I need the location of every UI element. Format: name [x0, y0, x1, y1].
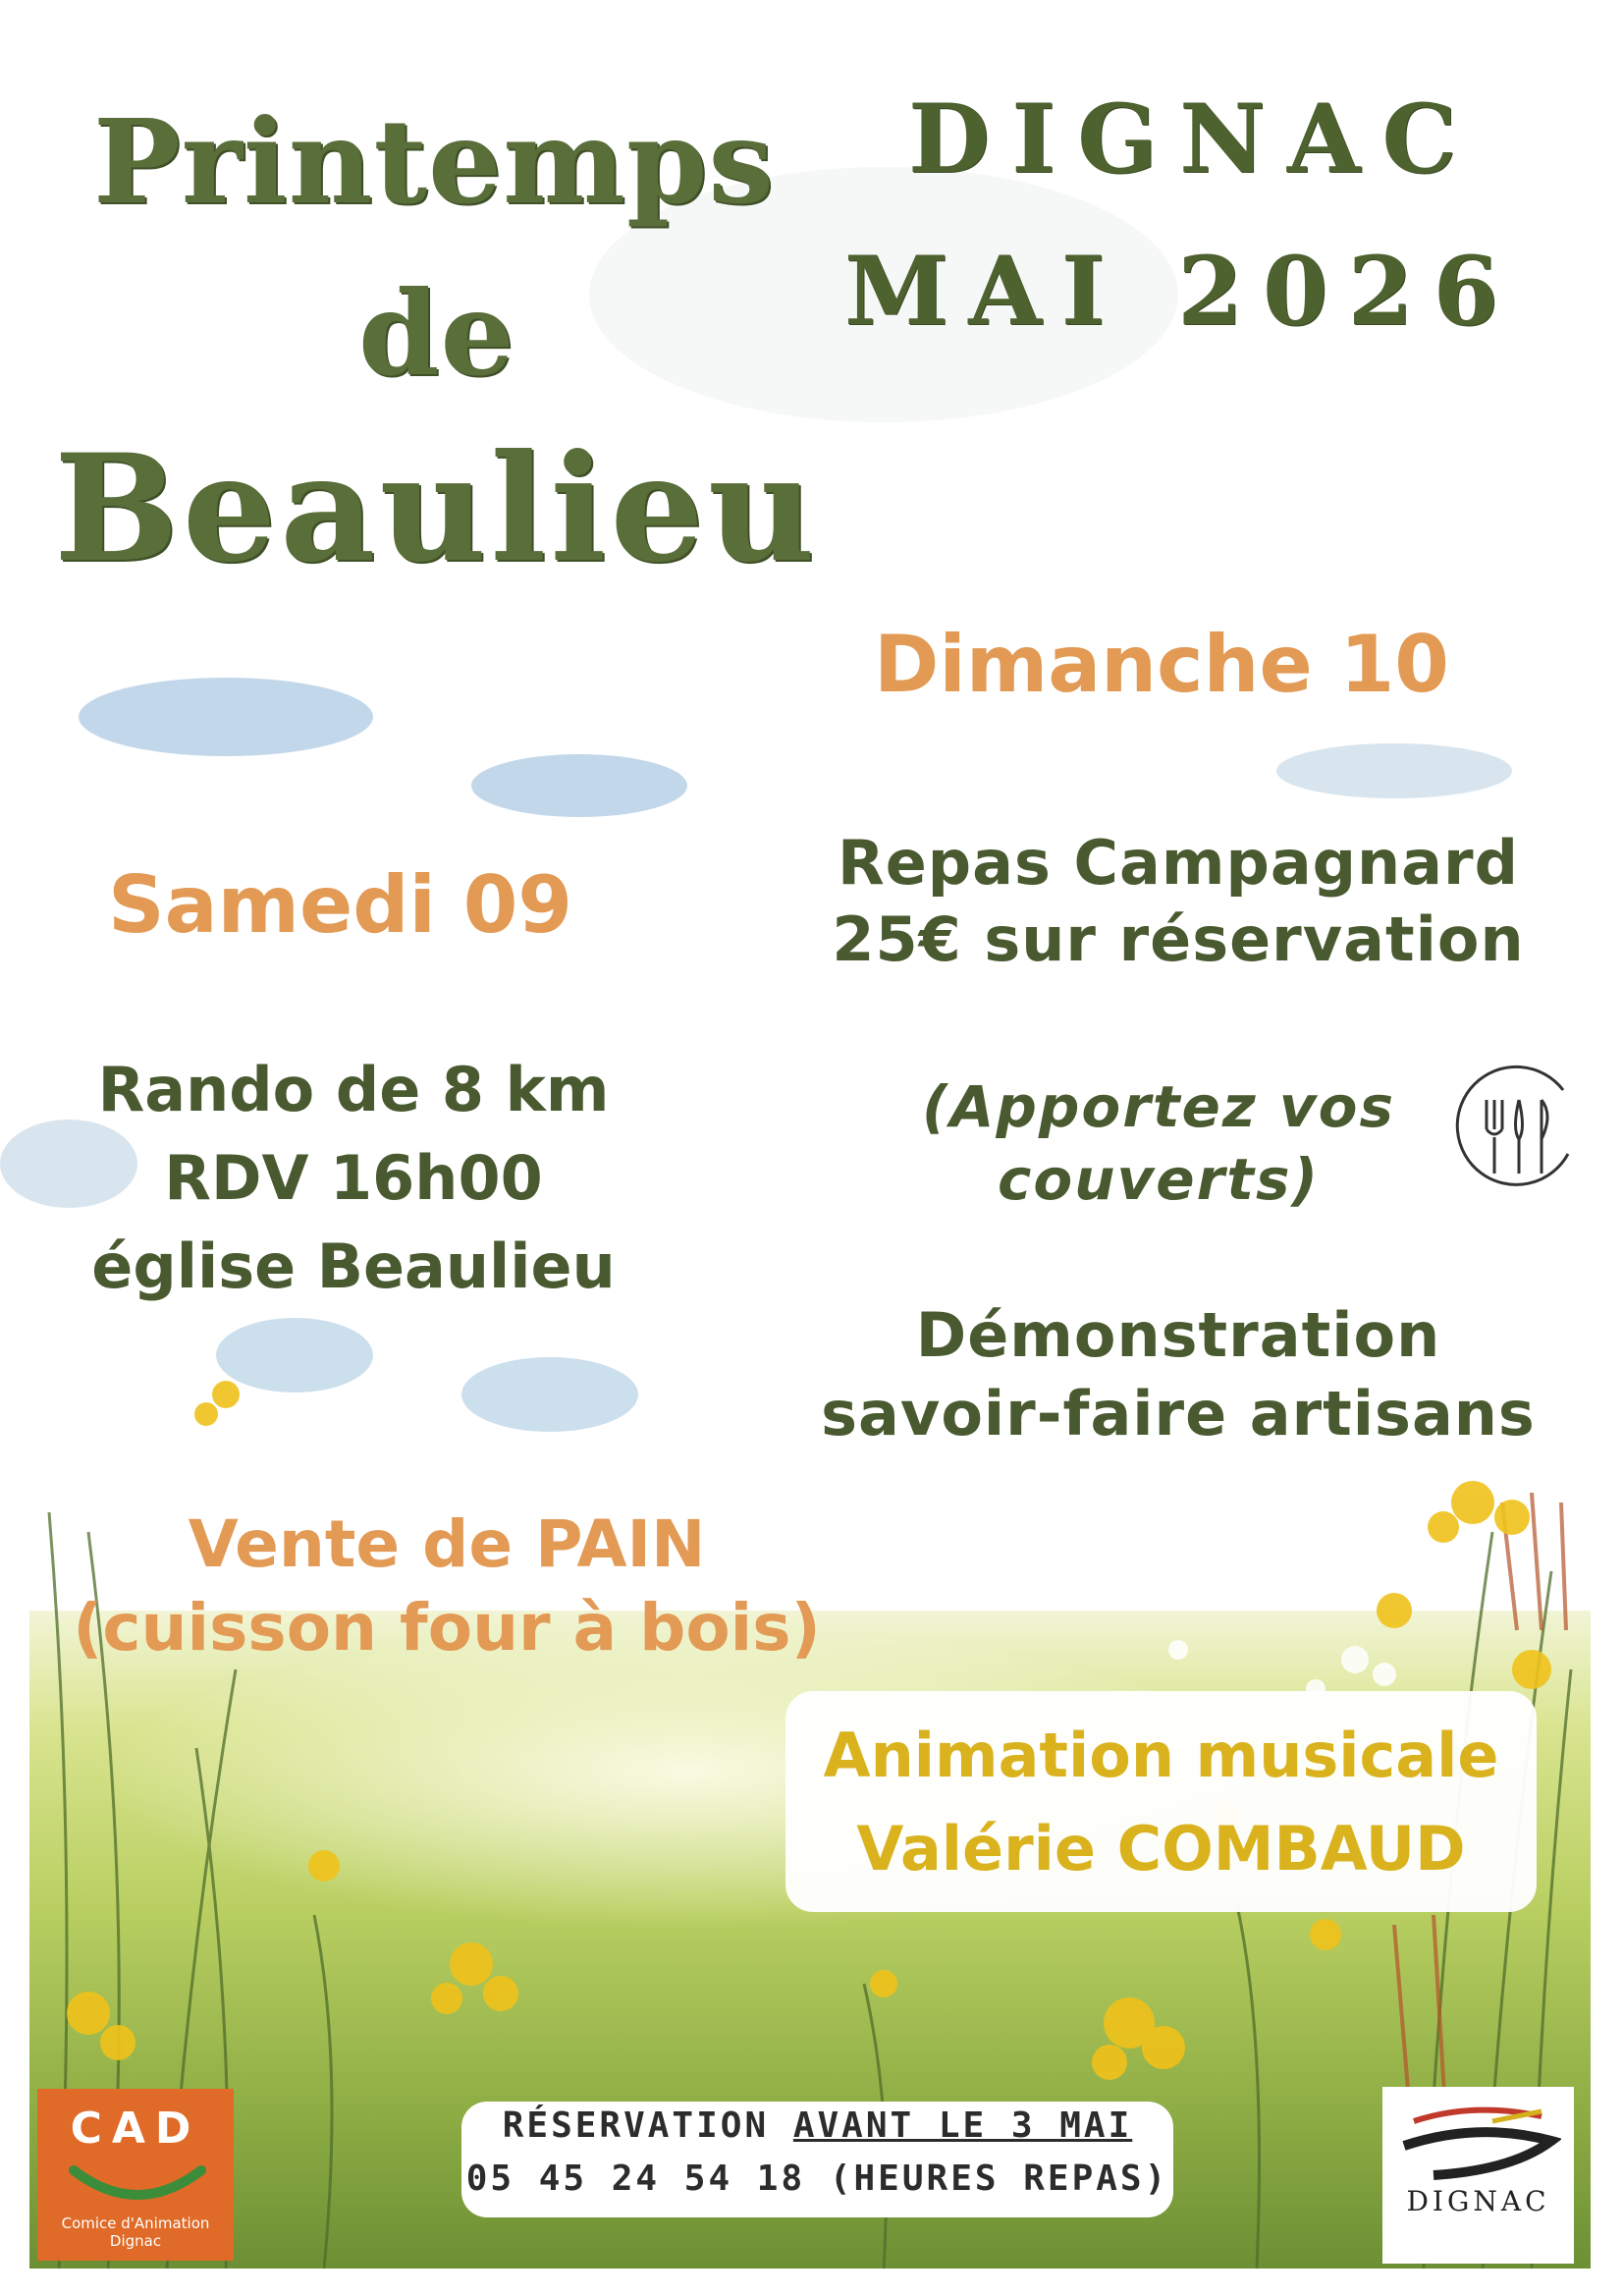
meal-line-1: Repas Campagnard: [838, 827, 1519, 899]
walk-line-1: Rando de 8 km: [97, 1054, 610, 1125]
reservation-deadline: [461, 2105, 1173, 2146]
walk-line-2: RDV 16h00: [164, 1142, 543, 1214]
bread-line-1: Vente de PAIN: [188, 1506, 706, 1582]
place-name: DIGNAC: [908, 83, 1479, 194]
music-info: [785, 1709, 1537, 1895]
cad-sub-line-2: Dignac: [109, 2232, 162, 2250]
reservation-date: AVANT LE 3 MAI: [792, 2105, 1133, 2146]
cutlery-icon: [1445, 1061, 1583, 1198]
walk-line-3: église Beaulieu: [91, 1230, 616, 1302]
dignac-logo-name: DIGNAC: [1406, 2185, 1550, 2217]
bring-cutlery-note: [884, 1070, 1434, 1216]
demo-line-1: Démonstration: [915, 1299, 1441, 1371]
cad-logo-subtitle: [37, 2214, 234, 2250]
cad-logo-title: CAD: [70, 2104, 201, 2154]
reservation-phone: 05 45 24 54 18 (HEURES REPAS): [465, 2159, 1169, 2199]
cad-sub-line-1: Comice d'Animation: [61, 2214, 210, 2232]
cad-smile-icon: [69, 2165, 206, 2210]
music-line-1: Animation musicale: [823, 1720, 1499, 1791]
saturday-heading: Samedi 09: [108, 859, 573, 951]
demo-info: [805, 1296, 1551, 1453]
walk-info: [79, 1046, 628, 1311]
bread-sale: [54, 1503, 839, 1669]
dignac-emblem-icon: [1394, 2102, 1561, 2185]
title-line-3: Beaulieu: [54, 422, 819, 595]
bring-line-2: couverts): [997, 1146, 1321, 1213]
music-line-2: Valérie COMBAUD: [856, 1813, 1466, 1885]
meal-line-2: 25€ sur réservation: [832, 903, 1525, 975]
meal-info: [805, 825, 1551, 978]
bring-line-1: (Apportez vos: [921, 1073, 1396, 1140]
bread-line-2: (cuisson four à bois): [73, 1590, 821, 1666]
demo-line-2: savoir-faire artisans: [821, 1378, 1536, 1449]
title-line-2: de: [358, 265, 515, 402]
event-date: MAI 2026: [844, 236, 1519, 347]
reservation-prefix: RÉSERVATION: [502, 2105, 770, 2146]
title-line-1: Printemps: [93, 93, 775, 230]
sunday-heading: Dimanche 10: [874, 619, 1449, 710]
